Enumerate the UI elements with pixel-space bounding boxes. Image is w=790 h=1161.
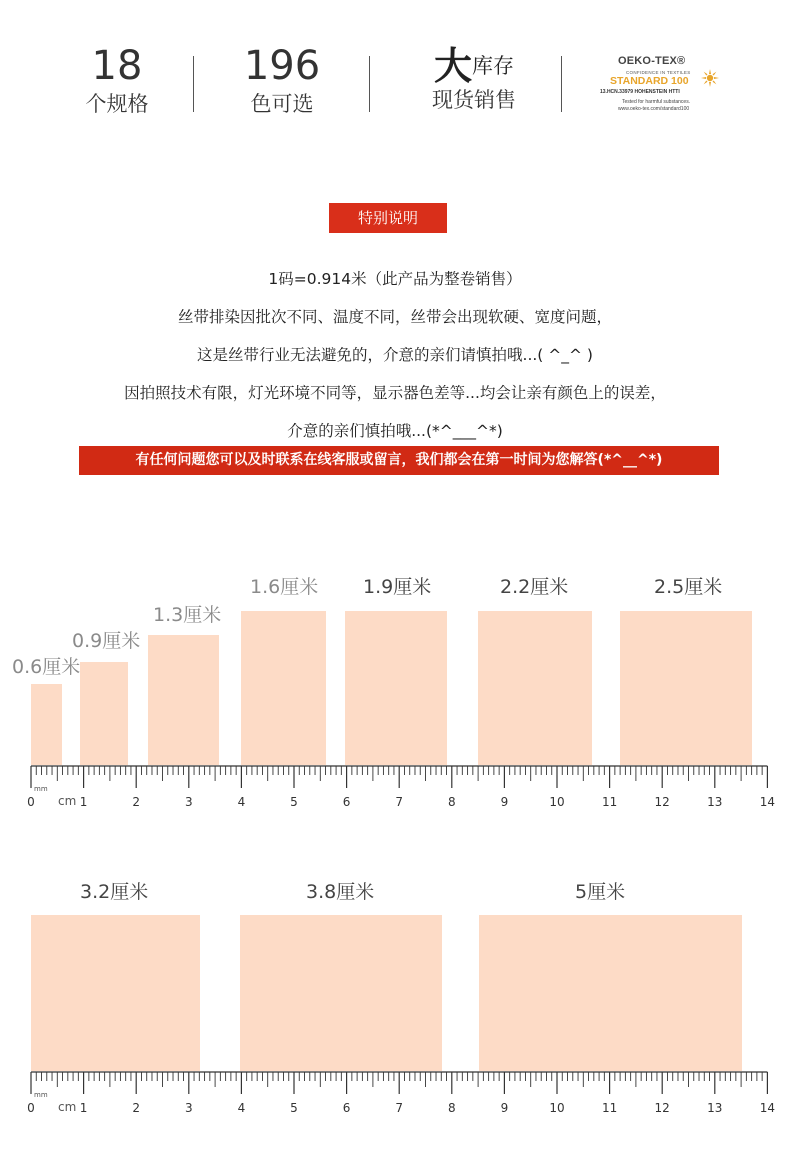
size-swatch [345, 611, 447, 765]
ruler-label: 13 [707, 1101, 723, 1115]
oeko-tagline: CONFIDENCE IN TEXTILES [626, 70, 691, 75]
oeko-tex-logo [600, 55, 718, 119]
ruler-unit-mm: mm [34, 785, 48, 793]
ruler-label: 11 [601, 795, 618, 809]
stock-big-char: 大 [433, 44, 472, 88]
size-swatch [148, 635, 219, 765]
ruler-label: 4 [237, 1101, 246, 1115]
notice-line: 这是丝带行业无法避免的，介意的亲们请慎拍哦...( ^_^ ) [197, 346, 593, 364]
size-label: 1.6厘米 [250, 576, 319, 598]
ruler-label: 2 [132, 1101, 141, 1115]
size-swatch [31, 915, 200, 1071]
ruler-label: 13 [707, 795, 723, 809]
stock-small-text: 库存 [472, 54, 514, 78]
size-swatch [240, 915, 442, 1071]
size-swatch [479, 915, 742, 1071]
size-label: 0.9厘米 [72, 630, 141, 652]
ruler-label: 5 [290, 1101, 298, 1115]
ruler-label: 9 [500, 1101, 509, 1115]
ruler-label: 8 [447, 1101, 456, 1115]
ruler-label: 3 [184, 1101, 193, 1115]
stock-label: 现货销售 [432, 88, 516, 112]
notice-line: 1码=0.914米（此产品为整卷销售） [268, 270, 522, 288]
ruler-label: 7 [395, 1101, 404, 1115]
ruler-label: 6 [342, 1101, 351, 1115]
ruler-unit-cm: cm [58, 1100, 77, 1114]
ruler-label: 7 [395, 795, 404, 809]
ruler-label: 3 [184, 795, 193, 809]
size-swatch [478, 611, 592, 765]
ruler-label: 0 [27, 795, 35, 809]
stat-specs-value: 18 [91, 43, 143, 89]
ruler [0, 765, 790, 813]
ruler-unit-mm: mm [34, 1091, 48, 1099]
ruler-label: 12 [654, 1101, 670, 1115]
ruler-label: 14 [759, 1101, 776, 1115]
oeko-website: www.oeko-tex.com/standard100 [618, 106, 690, 112]
stat-colors-label: 色可选 [250, 92, 314, 116]
stat-stock [420, 46, 528, 114]
header-divider [561, 56, 562, 112]
stat-specs [80, 42, 154, 118]
size-label: 3.2厘米 [80, 881, 149, 903]
ruler-label: 2 [132, 795, 141, 809]
notice-line: 丝带排染因批次不同、温度不同，丝带会出现软硬、宽度问题， [177, 308, 612, 326]
sun-icon [701, 69, 719, 87]
size-label: 1.9厘米 [363, 576, 432, 598]
ruler-label: 9 [500, 795, 509, 809]
stat-specs-label: 个规格 [85, 92, 149, 116]
ruler-label: 11 [601, 1101, 618, 1115]
size-label: 1.3厘米 [153, 604, 222, 626]
stat-colors-value: 196 [243, 43, 321, 89]
oeko-tested: Tested for harmful substances. [622, 99, 691, 105]
ruler-label: 10 [549, 795, 565, 809]
notice-line: 因拍照技术有限，灯光环境不同等，显示器色差等...均会让亲有颜色上的误差， [124, 384, 666, 402]
size-swatch [31, 684, 62, 765]
stat-colors [240, 42, 324, 118]
ruler-label: 12 [654, 795, 670, 809]
size-label: 2.5厘米 [654, 576, 723, 598]
ruler-label: 1 [79, 1101, 88, 1115]
size-label: 0.6厘米 [12, 656, 81, 678]
size-label: 5厘米 [575, 881, 626, 903]
notice-text [0, 265, 790, 455]
size-label: 2.2厘米 [500, 576, 569, 598]
ruler-label: 0 [27, 1101, 35, 1115]
notice-line: 介意的亲们慎拍哦...(*^___^*) [287, 422, 503, 440]
size-swatch [620, 611, 752, 765]
size-swatch [241, 611, 326, 765]
size-swatch [80, 662, 128, 765]
oeko-code: 13.HCN.33979 HOHENSTEIN HTTI [600, 89, 680, 95]
oeko-standard: STANDARD 100 [610, 75, 689, 87]
ruler-label: 6 [342, 795, 351, 809]
ruler-label: 14 [759, 795, 776, 809]
contact-banner: 有任何问题您可以及时联系在线客服或留言，我们都会在第一时间为您解答(*^__^*) [79, 446, 719, 475]
ruler [0, 1071, 790, 1119]
oeko-name: OEKO-TEX® [618, 55, 686, 67]
header-divider [369, 56, 370, 112]
header-divider [193, 56, 194, 112]
stock-heading [420, 46, 528, 86]
ruler-unit-cm: cm [58, 794, 77, 808]
size-label: 3.8厘米 [306, 881, 375, 903]
ruler-label: 5 [290, 795, 298, 809]
ruler-label: 4 [237, 795, 246, 809]
special-notice-badge: 特别说明 [329, 203, 447, 233]
ruler-label: 8 [447, 795, 456, 809]
ruler-label: 10 [549, 1101, 565, 1115]
ruler-label: 1 [79, 795, 88, 809]
